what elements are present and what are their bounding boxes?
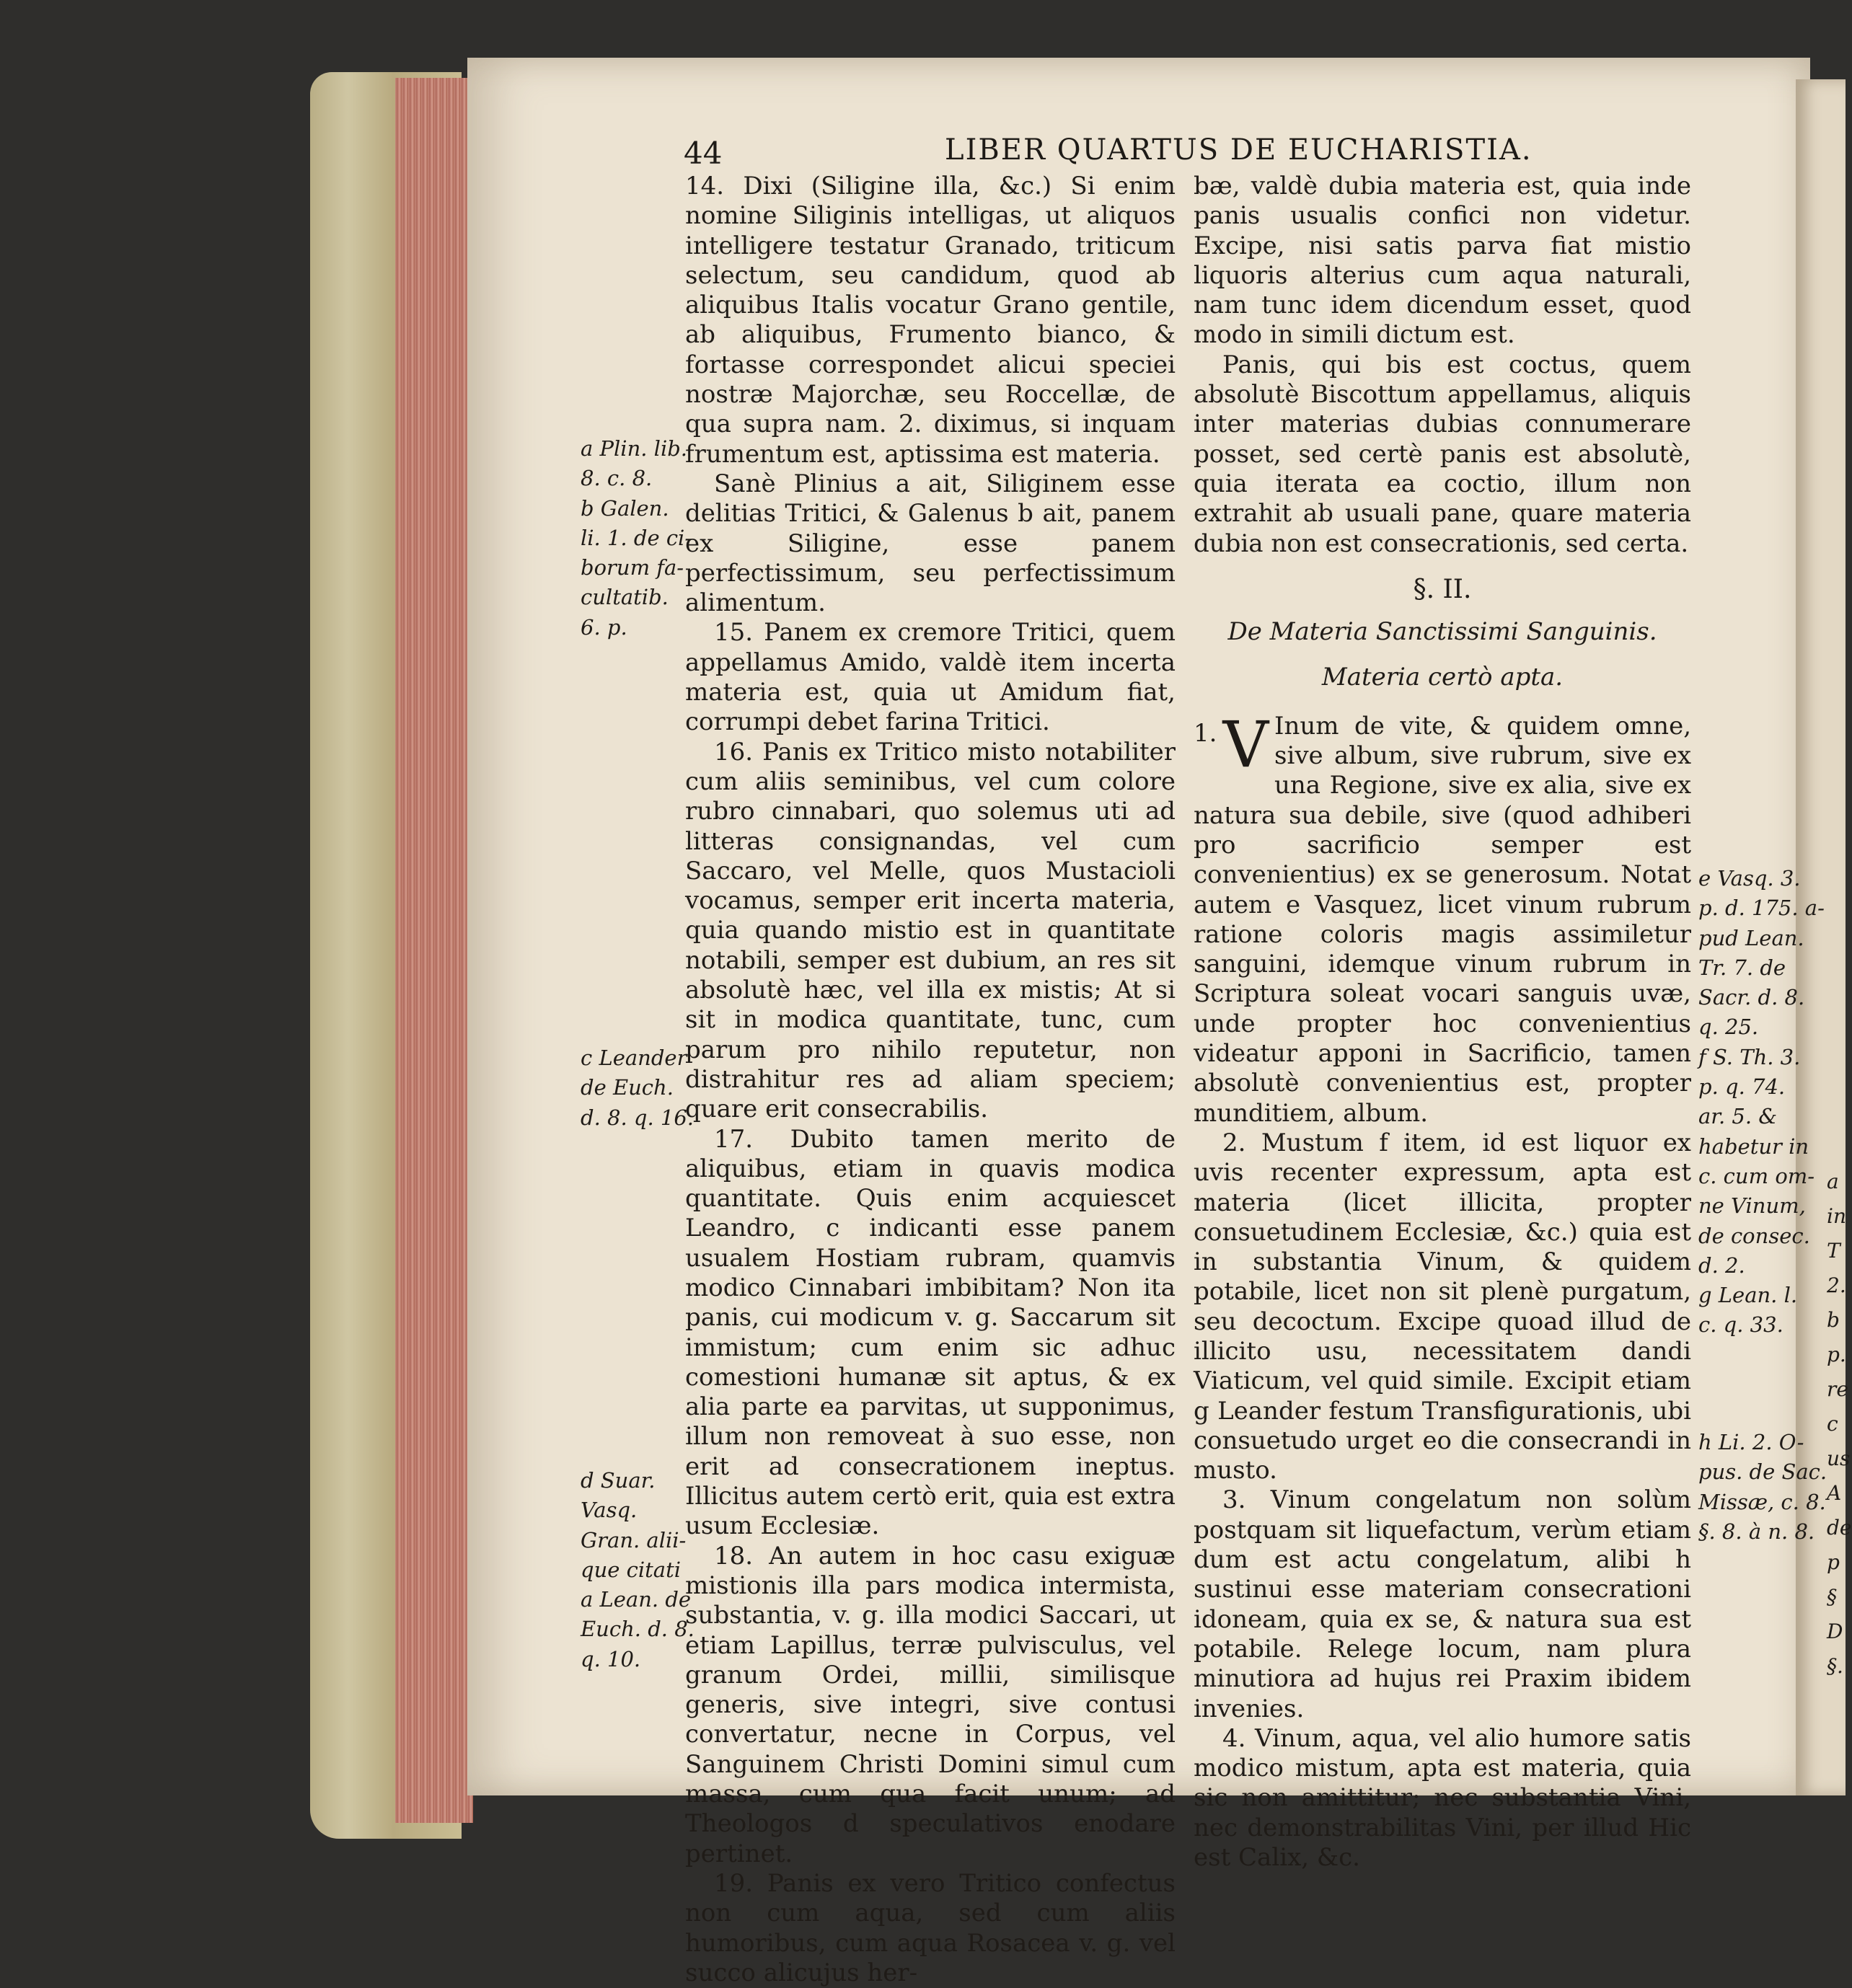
paragraph-15: 15. Panem ex cremore Tritici, quem appellamus Amido, valdè item incerta materia est, quia ut Amidum fiat, corrumpi debet farina Tritici.	[685, 618, 1176, 737]
page-edges	[395, 78, 473, 1823]
paragraph-14: 14. Dixi (Siligine illa, &c.) Si enim nomine Siliginis intelligas, ut aliquos intelligere testatur Granado, triticum selectum, seu candidum, quod ab aliquibus Italis vocatur Grano gentile, ab aliquibus, Frumento bianco, & fortasse correspondet alicui speciei nostræ Majorchæ, seu Roccellæ, de qua supra nam. 2. diximus, si inquam frumentum est, aptissima est materia.	[685, 172, 1176, 469]
paragraph-18: 18. An autem in hoc casu exiguæ mistionis illa pars modica intermista, substantia, v. g. illa modici Saccari, ut etiam Lapillus, terræ pulvisculus, vel granum Ordei, millii, similisque generis, sive integri, sive contusi convertatur, necne in Corpus, vel Sanguinem Christi Domini simul cum massa, cum qua facit unum; ad Theologos d speculativos enodare pertinet.	[685, 1541, 1176, 1868]
subsection-title: Materia certò apta.	[1321, 663, 1564, 692]
margin-note-suarez: d Suar. Vasq. Gran. alii- que citati a Lean. de Euch. d. 8. q. 10.	[581, 1468, 694, 1671]
page-number: 44	[684, 136, 723, 171]
paragraph-number: 1.	[1194, 718, 1217, 748]
paragraph-17: 17. Dubito tamen merito de aliquibus, etiam in quavis modica quantitate. Quis enim acquiescet Leandro, c indicanti esse panem usualem Hostiam rubram, quamvis modico Cinnabari imbibitam? Non ita panis, cui modicum v. g. Saccarum sit immistum; cum enim sic adhuc comestioni humanæ sit aptus, & ex alia parte ea parvitas, ut supponimus, illum non removeat à suo esse, non erit ad consecrationem ineptus. Illicitus autem certò erit, quia est extra usum Ecclesiæ.	[685, 1124, 1176, 1541]
left-column	[685, 172, 1176, 1988]
section-heading: §. II.	[1413, 574, 1472, 604]
paragraph-4: 4. Vinum, aqua, vel alio humore satis modico mistum, apta est materia, quia sic non amittitur; nec substantia Vini, nec demonstrabilitas Vini, per illud Hic est Calix, &c.	[1194, 1723, 1691, 1873]
margin-note-vasquez: e Vasq. 3. p. d. 175. a- pud Lean. Tr. 7. de Sacr. d. 8. q. 25. f S. Th. 3. p. q. 74. ar. 5. & habetur in c. cum om- ne Vinum, de consec. d. 2.	[1698, 866, 1825, 1278]
paragraph-2: 2. Mustum f item, id est liquor ex uvis recenter expressum, apta est materia (licet illicita, propter consuetudinem Ecclesiæ, &c.) quia est in substantia Vinum, & quidem potabile, licet non sit plenè purgatum, seu decoctum. Excipe quoad illud de illicito usu, necessitatem dandi Viaticum, vel quid simile. Excipit etiam g Leander festum Transfigurationis, ubi consuetudo urget eo die consecrandi in musto.	[1194, 1128, 1691, 1485]
next-page-margin-fragments: a in T 2. b p. re c us A de p § D §.	[1827, 1170, 1852, 1678]
margin-note-plinius: a Plin. lib. 8. c. 8. b Galen. li. 1. de ci- borum fa- cultatib. 6. p.	[581, 436, 692, 640]
paragraph-plinius: Sanè Plinius a ait, Siliginem esse delitias Tritici, & Galenus b ait, panem ex Siligine, esse panem perfectissimum, seu perfectissimum alimentum.	[685, 469, 1176, 618]
margin-note-leander-2: g Lean. l. c. q. 33.	[1698, 1283, 1798, 1338]
paragraph-1	[1194, 707, 1691, 1128]
margin-note-leander: c Leander de Euch. d. 8. q. 16.	[581, 1046, 694, 1130]
drop-cap: V	[1222, 707, 1269, 782]
running-head: LIBER QUARTUS DE EUCHARISTIA.	[945, 133, 1533, 167]
paragraph-continuation: bæ, valdè dubia materia est, quia inde panis usualis confici non videtur. Excipe, nisi satis parva fiat mistio liquoris alterius cum aqua naturali, nam tunc idem dicendum esset, quod modo in simili dictum est.	[1194, 172, 1691, 350]
paragraph-16: 16. Panis ex Tritico misto notabiliter cum aliis seminibus, vel cum colore rubro cinnabari, quo solemus uti ad litteras consignandas, vel cum Saccaro, vel Melle, quos Mustacioli vocamus, semper erit incerta materia, quia quando mistio est in quantitate notabili, semper est dubium, an res sit absolutè hæc, vel illa ex mistis; At si sit in modica quantitate, tunc, cum parum pro nihilo reputetur, non distrahitur res ad aliam speciem; quare erit consecrabilis.	[685, 737, 1176, 1124]
right-column	[1194, 172, 1691, 1873]
paragraph-19: 19. Panis ex vero Tritico confectus non cum aqua, sed cum aliis humoribus, cum aqua Rosacea v. g. vel succo alicujus her-	[685, 1868, 1176, 1987]
paragraph-1-text: Inum de vite, & quidem omne, sive album, sive rubrum, sive ex una Regione, sive ex alia, sive ex natura sua debile, sive (quod adhiberi pro sacrificio semper est convenientius) ex se generosum. Notat autem e Vasquez, licet vinum rubrum ratione coloris magis assimiletur sanguini, idemque vinum rubrum in Scriptura soleat vocari sanguis uvæ, unde propter hoc convenientius videatur apponi in Sacrificio, tamen absolutè convenientius est, propter munditiem, album.	[1194, 711, 1691, 1128]
margin-note-opus: h Li. 2. O- pus. de Sac. Missæ, c. 8. §. 8. à n. 8.	[1698, 1430, 1827, 1544]
section-title: De Materia Sanctissimi Sanguinis.	[1227, 617, 1657, 647]
paragraph-3: 3. Vinum congelatum non solùm postquam sit liquefactum, verùm etiam dum est actu congelatum, alibi h sustinui esse materiam consecrationi idoneam, quia ex se, & natura sua est potabile. Relege locum, nam plura minutiora ad hujus rei Praxim ibidem invenies.	[1194, 1485, 1691, 1723]
paragraph-biscottum: Panis, qui bis est coctus, quem absolutè Biscottum appellamus, aliquis inter materias dubias connumerare posset, sed certè panis est absolutè, quia iterata ea coctio, illum non extrahit ab usuali pane, quare materia dubia non est consecrationis, sed certa.	[1194, 350, 1691, 558]
